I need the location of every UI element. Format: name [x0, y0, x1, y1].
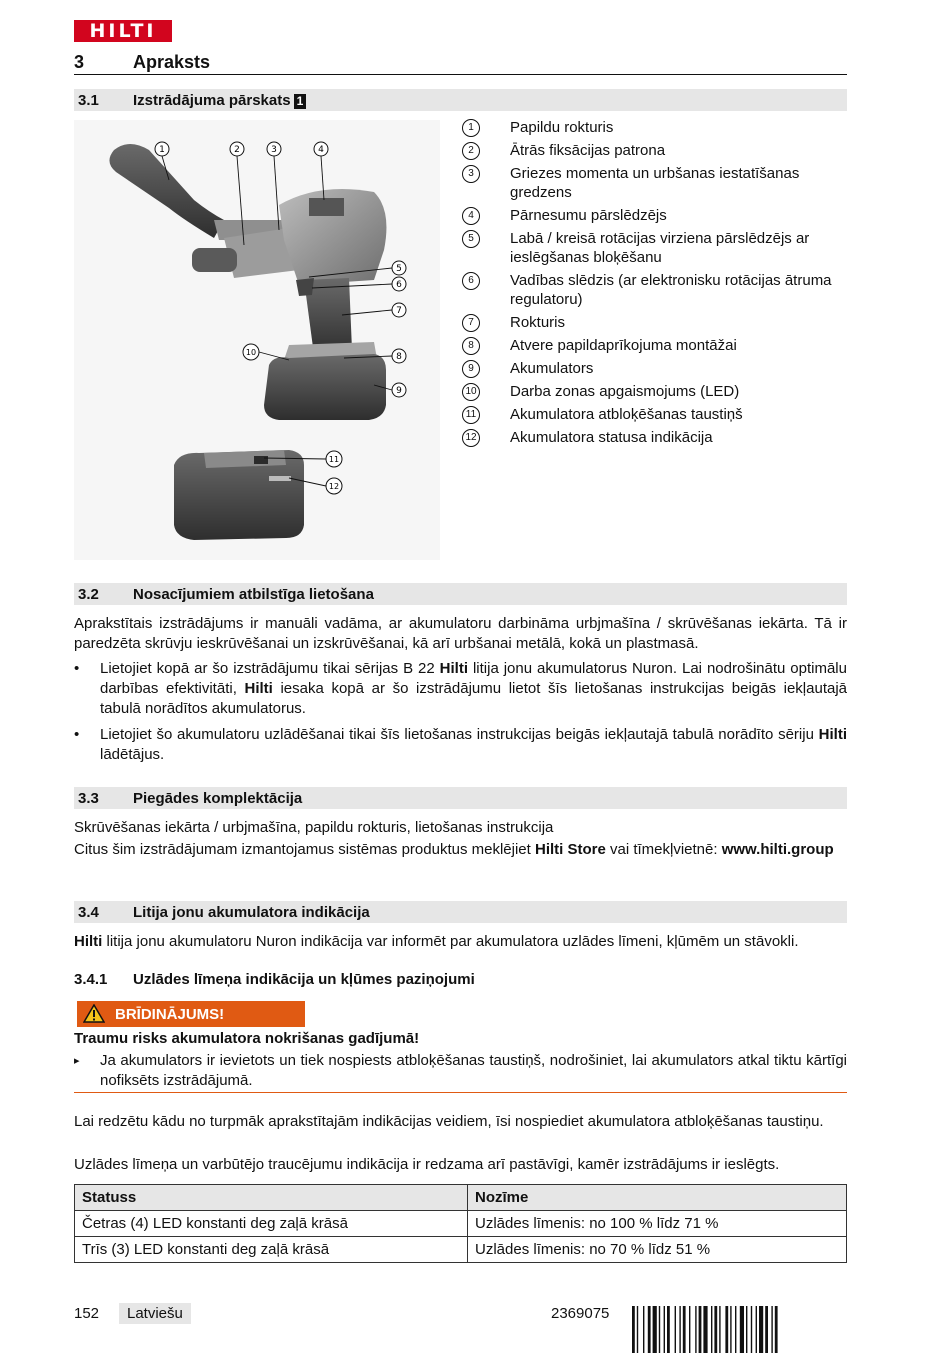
- barcode-bar: [695, 1306, 696, 1353]
- legend-number: 8: [462, 337, 480, 355]
- section-number: 3.1: [78, 92, 99, 109]
- legend-item: [462, 141, 847, 160]
- chapter-number: 3: [74, 52, 85, 72]
- brand-name: Hilti: [818, 726, 847, 743]
- bullet-text: iesaka kopā ar šo izstrādājumu lietot šīs lietošanas instrukcijas beigās iekļautajā tabulā norādītos akumulatorus.: [100, 680, 847, 717]
- warning-label: BRĪDINĀJUMS!: [115, 1006, 225, 1023]
- warning-instruction: [74, 1051, 847, 1097]
- callout-8-label: 8: [396, 352, 402, 362]
- arrow-icon: ▸: [74, 1055, 80, 1067]
- legend-number: 12: [462, 429, 480, 447]
- table-header: Statuss: [75, 1185, 468, 1211]
- battery-indication-paragraph: [74, 932, 847, 952]
- callout-5-label: 5: [396, 264, 402, 274]
- warning-divider: [74, 1092, 847, 1093]
- warning-text: Ja akumulators ir ievietots un tiek nospiests atbloķēšanas taustiņš, nodrošiniet, lai akumulators atkal tiktu kārtīgi nofiksēts izstrādājumā.: [100, 1052, 847, 1089]
- status-table: [74, 1184, 847, 1263]
- legend-number: 7: [462, 314, 480, 332]
- legend-item: [462, 164, 847, 202]
- system-products-paragraph: [74, 840, 847, 860]
- callout-10-label: 10: [245, 348, 257, 357]
- legend-number: 5: [462, 230, 480, 248]
- legend-number: 9: [462, 360, 480, 378]
- legend-label: Pārnesumu pārslēdzējs: [510, 207, 667, 224]
- bullet-text: litija jonu akumulatorus Nuron. Lai nodrošinātu optimālu darbības efektivitāti,: [100, 660, 847, 697]
- callout-11-label: 11: [328, 455, 340, 464]
- barcode-bar: [711, 1306, 712, 1353]
- legend-number: 3: [462, 165, 480, 183]
- section-3-1-heading: [74, 89, 847, 111]
- barcode-bar: [683, 1306, 686, 1353]
- table-row: [75, 1237, 847, 1263]
- table-row: [75, 1211, 847, 1237]
- callout-12: [326, 478, 342, 494]
- barcode-bar: [648, 1306, 651, 1353]
- table-header: Nozīme: [468, 1185, 847, 1211]
- intended-use-bullets: [74, 659, 847, 771]
- barcode-bar: [659, 1306, 660, 1353]
- callout-9: [392, 383, 406, 397]
- paragraph-text: Citus šim izstrādājumam izmantojamus sistēmas produktus meklējiet: [74, 841, 535, 858]
- subsection-title: Uzlādes līmeņa indikācija un kļūmes paziņojumi: [133, 971, 475, 988]
- brand-name: Hilti: [244, 680, 273, 697]
- barcode-bar: [759, 1306, 763, 1353]
- callout-1: [155, 142, 169, 156]
- legend-label: Labā / kreisā rotācijas virziena pārslēdzējs ar ieslēgšanas bloķēšanu: [510, 230, 810, 266]
- legend-label: Rokturis: [510, 314, 566, 331]
- barcode-bar: [643, 1306, 644, 1353]
- callout-7: [392, 303, 406, 317]
- table-cell: Trīs (3) LED konstanti deg zaļā krāsā: [75, 1237, 468, 1263]
- barcode-bar: [714, 1306, 717, 1353]
- barcode-bar: [735, 1306, 736, 1353]
- barcode-bar: [775, 1306, 778, 1353]
- document-number: 2369075: [551, 1305, 610, 1322]
- paragraph-text: vai tīmekļvietnē:: [605, 841, 722, 858]
- warning-label-box: [77, 1001, 305, 1027]
- section-title: [133, 92, 306, 109]
- barcode-bar: [653, 1306, 657, 1353]
- figure-legend: [462, 118, 847, 451]
- legend-item: [462, 359, 847, 378]
- legend-item: [462, 206, 847, 225]
- legend-number: 4: [462, 207, 480, 225]
- delivery-scope-paragraph: Skrūvēšanas iekārta / urbjmašīna, papildu rokturis, lietošanas instrukcija: [74, 819, 554, 836]
- legend-item: [462, 271, 847, 309]
- section-title: Litija jonu akumulatora indikācija: [133, 904, 370, 921]
- bullet-text: lādētājus.: [100, 746, 165, 763]
- trigger-shape: [296, 278, 314, 296]
- callout-8: [392, 349, 406, 363]
- legend-label: Papildu rokturis: [510, 119, 614, 136]
- bullet-item: [74, 659, 847, 719]
- barcode-bar: [725, 1306, 728, 1353]
- section-title: Piegādes komplektācija: [133, 790, 303, 807]
- section-number: 3.4: [78, 904, 99, 921]
- barcode-bar: [765, 1306, 768, 1353]
- callout-6: [392, 277, 406, 291]
- battery-status-led-shape: [269, 476, 291, 481]
- callout-9-label: 9: [396, 386, 402, 396]
- section-number: 3.3: [78, 790, 99, 807]
- indication-visible-paragraph: Uzlādes līmeņa un varbūtējo traucējumu indikācija ir redzama arī pastāvīgi, kamēr izstrādājums ir ieslēgts.: [74, 1156, 780, 1173]
- subsection-3-4-1-heading: [74, 971, 475, 988]
- barcode-bar: [751, 1306, 752, 1353]
- legend-number: 6: [462, 272, 480, 290]
- callout-2-label: 2: [234, 145, 240, 155]
- barcode-bar: [667, 1306, 670, 1353]
- legend-number: 10: [462, 383, 480, 401]
- battery-unlock-button-shape: [254, 456, 268, 464]
- callout-3-label: 3: [271, 145, 277, 155]
- legend-number: 2: [462, 142, 480, 160]
- chapter-title: Apraksts: [133, 52, 211, 72]
- legend-label: Darba zonas apgaismojums (LED): [510, 383, 740, 400]
- legend-label: Griezes momenta un urbšanas iestatīšanas gredzens: [510, 165, 800, 201]
- legend-number: 1: [462, 119, 480, 137]
- legend-item: [462, 336, 847, 355]
- callout-5: [392, 261, 406, 275]
- table-cell: Uzlādes līmenis: no 70 % līdz 51 %: [468, 1237, 847, 1263]
- barcode-bar: [703, 1306, 707, 1353]
- indication-hint-paragraph: Lai redzētu kādu no turpmāk aprakstītajām indikācijas veidiem, īsi nospiediet akumulatora atbloķēšanas taustiņu.: [74, 1113, 824, 1130]
- section-number: 3.2: [78, 586, 99, 603]
- callout-7-label: 7: [396, 306, 402, 316]
- brand-name: Hilti: [439, 660, 468, 677]
- legend-item: [462, 382, 847, 401]
- legend-number: 11: [462, 406, 480, 424]
- callout-3: [267, 142, 281, 156]
- brand-name: Hilti: [74, 933, 103, 950]
- section-3-3-heading: [74, 787, 847, 809]
- barcode-bar: [699, 1306, 702, 1353]
- barcode-bar: [730, 1306, 731, 1353]
- bullet-text: Lietojiet kopā ar šo izstrādājumu tikai sērijas B 22: [100, 660, 440, 677]
- callout-12-label: 12: [328, 482, 340, 491]
- barcode-bar: [740, 1306, 744, 1353]
- battery-top-shape: [204, 450, 286, 468]
- table-cell: Četras (4) LED konstanti deg zaļā krāsā: [75, 1211, 468, 1237]
- callout-6-label: 6: [396, 280, 402, 290]
- barcode-bar: [756, 1306, 757, 1353]
- barcode-bar: [719, 1306, 720, 1353]
- callout-2: [230, 142, 244, 156]
- callout-4: [314, 142, 328, 156]
- legend-label: Akumulatora statusa indikācija: [510, 429, 713, 446]
- bullet-dot: •: [74, 660, 80, 677]
- hilti-logo: HILTI: [74, 20, 172, 42]
- intended-use-paragraph: Aprakstītais izstrādājums ir manuāli vadāma, ar akumulatoru darbināma urbjmašīna / skrūvēšanas iekārta. Tā ir paredzēta skrūvju ieskrūvēšanai un izskrūvēšanai, kā arī urbšanai metālā, kokā un plastmasā.: [74, 615, 847, 652]
- callout-10: [243, 344, 259, 360]
- legend-label: Vadības slēdzis (ar elektronisku rotācijas ātruma regulatoru): [510, 272, 832, 308]
- battery-in-tool-shape: [264, 354, 386, 420]
- callout-1-label: 1: [159, 145, 165, 155]
- figure-ref-badge: 1: [294, 94, 307, 109]
- bullet-text: Lietojiet šo akumulatoru uzlādēšanai tikai šīs lietošanas instrukcijas beigās iekļautajā tabulā norādīto sēriju: [100, 726, 819, 743]
- warning-headline: Traumu risks akumulatora nokrišanas gadījumā!: [74, 1030, 420, 1047]
- hilti-store-link[interactable]: Hilti Store: [534, 841, 606, 858]
- barcode-bar: [689, 1306, 690, 1353]
- barcode-bar: [637, 1306, 638, 1353]
- legend-item: [462, 229, 847, 267]
- section-3-2-heading: [74, 583, 847, 605]
- barcode-bar: [679, 1306, 680, 1353]
- gear-switch-shape: [309, 198, 344, 216]
- barcode-bar: [664, 1306, 665, 1353]
- warning-step: [74, 1051, 847, 1091]
- product-figure: [74, 120, 440, 560]
- barcode-bar: [632, 1306, 635, 1353]
- barcode-bar: [771, 1306, 772, 1353]
- chapter-heading: [74, 52, 847, 75]
- section-title: Nosacījumiem atbilstīga lietošana: [133, 586, 374, 603]
- legend-item: [462, 405, 847, 424]
- paragraph-text: litija jonu akumulatoru Nuron indikācija var informēt par akumulatora uzlādes līmeni, kļūmēm un stāvokli.: [102, 933, 799, 950]
- legend-item: [462, 118, 847, 137]
- callout-11: [326, 451, 342, 467]
- barcode-bar: [675, 1306, 676, 1353]
- bullet-dot: •: [74, 726, 80, 743]
- legend-label: Akumulatora atbloķēšanas taustiņš: [510, 406, 743, 423]
- page-number: 152: [74, 1305, 100, 1322]
- bullet-item: [74, 725, 847, 765]
- subsection-number: 3.4.1: [74, 971, 108, 988]
- legend-label: Atvere papildaprīkojuma montāžai: [510, 337, 737, 354]
- callout-4-label: 4: [318, 145, 324, 155]
- section-title-text: Izstrādājuma pārskats: [133, 92, 291, 109]
- chuck-tip-shape: [192, 248, 237, 272]
- website-link[interactable]: www.hilti.group: [721, 841, 834, 858]
- legend-label: Ātrās fiksācijas patrona: [510, 142, 666, 159]
- language-tab: Latviešu: [119, 1303, 191, 1324]
- barcode-bar: [746, 1306, 747, 1353]
- legend-label: Akumulators: [510, 360, 594, 377]
- legend-item: [462, 313, 847, 332]
- legend-item: [462, 428, 847, 447]
- section-3-4-heading: [74, 901, 847, 923]
- table-header-row: [75, 1185, 847, 1211]
- barcode: [632, 1306, 847, 1353]
- warning-triangle-icon: [83, 1004, 105, 1023]
- table-cell: Uzlādes līmenis: no 100 % līdz 71 %: [468, 1211, 847, 1237]
